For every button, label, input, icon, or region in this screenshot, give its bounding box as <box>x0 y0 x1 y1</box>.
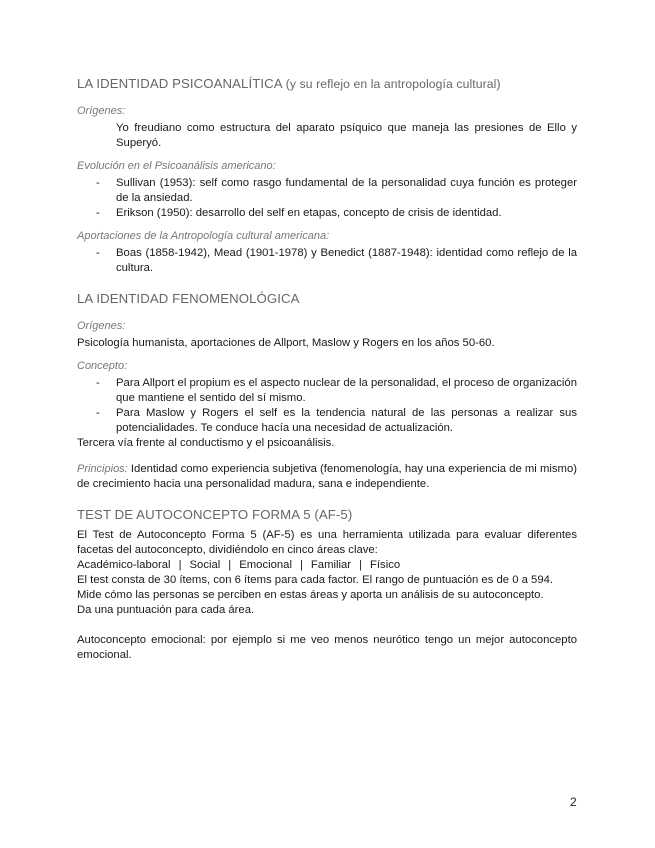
paragraph-origenes: Yo freudiano como estructura del aparato psíquico que maneja las presiones de Ello y Superyó. <box>116 122 577 149</box>
list-concepto <box>77 376 577 436</box>
list-item: - Sullivan (1953): self como rasgo fundamental de la personalidad cuya función es proteger de la ansiedad. <box>77 176 577 206</box>
heading-subtitle: (y su reflejo en la antropología cultural) <box>285 77 501 91</box>
inline-label-principios: Principios: <box>77 463 128 475</box>
principios-text: Identidad como experiencia subjetiva (fenomenología, hay una experiencia de mi mismo) de crecimiento hacia una personalidad madura, sana e independiente. <box>77 463 577 490</box>
area-label: Familiar <box>310 559 352 571</box>
heading-title: LA IDENTIDAD PSICOANALÍTICA <box>77 76 282 91</box>
area-label: Físico <box>370 559 401 571</box>
subsection-label-evolucion: Evolución en el Psicoanálisis americano: <box>77 160 276 172</box>
area-label: Académico-laboral <box>77 559 171 571</box>
area-label: Social <box>189 559 221 571</box>
area-label: Emocional <box>239 559 292 571</box>
paragraph-items: El test consta de 30 ítems, con 6 ítems para cada factor. El rango de puntuación es de 0 a 594. <box>77 574 554 586</box>
subsection-label-concepto: Concepto: <box>77 360 128 372</box>
paragraph-puntuacion: Da una puntuación para cada área. <box>77 604 255 616</box>
subsection-label-aportaciones: Aportaciones de la Antropología cultural americana: <box>77 230 330 242</box>
separator: | <box>228 559 232 571</box>
separator: | <box>359 559 363 571</box>
list-aportaciones <box>77 246 577 276</box>
section-heading-af5: TEST DE AUTOCONCEPTO FORMA 5 (AF-5) <box>77 507 353 522</box>
separator: | <box>178 559 182 571</box>
paragraph-tercera-via: Tercera vía frente al conductismo y el psicoanálisis. <box>77 437 335 449</box>
paragraph-principios <box>77 462 577 492</box>
section-heading-psicoanalitica <box>77 76 577 91</box>
subsection-label-origenes: Orígenes: <box>77 320 126 332</box>
list-item: - Para Maslow y Rogers el self es la tendencia natural de las personas a realizar sus potencialidades. Te conduce hacía una necesidad de actualización. <box>77 406 577 436</box>
paragraph-origenes: Psicología humanista, aportaciones de Allport, Maslow y Rogers en los años 50-60. <box>77 337 495 349</box>
list-item: - Boas (1858-1942), Mead (1901-1978) y Benedict (1887-1948): identidad como reflejo de la cultura. <box>77 246 577 276</box>
list-item: - Para Allport el propium es el aspecto nuclear de la personalidad, el proceso de organización que mantiene el sentido del sí mismo. <box>77 376 577 406</box>
areas-line <box>77 558 577 573</box>
paragraph-ejemplo: Autoconcepto emocional: por ejemplo si me veo menos neurótico tengo un mejor autoconcepto emocional. <box>77 634 577 661</box>
paragraph-intro: El Test de Autoconcepto Forma 5 (AF-5) es una herramienta utilizada para evaluar diferentes facetas del autoconcepto, dividiéndolo en cinco áreas clave: <box>77 529 577 556</box>
section-heading-fenomenologica: LA IDENTIDAD FENOMENOLÓGICA <box>77 291 300 306</box>
paragraph-mide: Mide cómo las personas se perciben en estas áreas y aporta un análisis de su autoconcepto. <box>77 589 544 601</box>
list-evolucion <box>77 176 577 221</box>
list-item: - Erikson (1950): desarrollo del self en etapas, concepto de crisis de identidad. <box>77 206 577 221</box>
subsection-label-origenes: Orígenes: <box>77 105 126 117</box>
separator: | <box>299 559 303 571</box>
page-number: 2 <box>570 795 577 809</box>
document-page <box>77 76 577 663</box>
